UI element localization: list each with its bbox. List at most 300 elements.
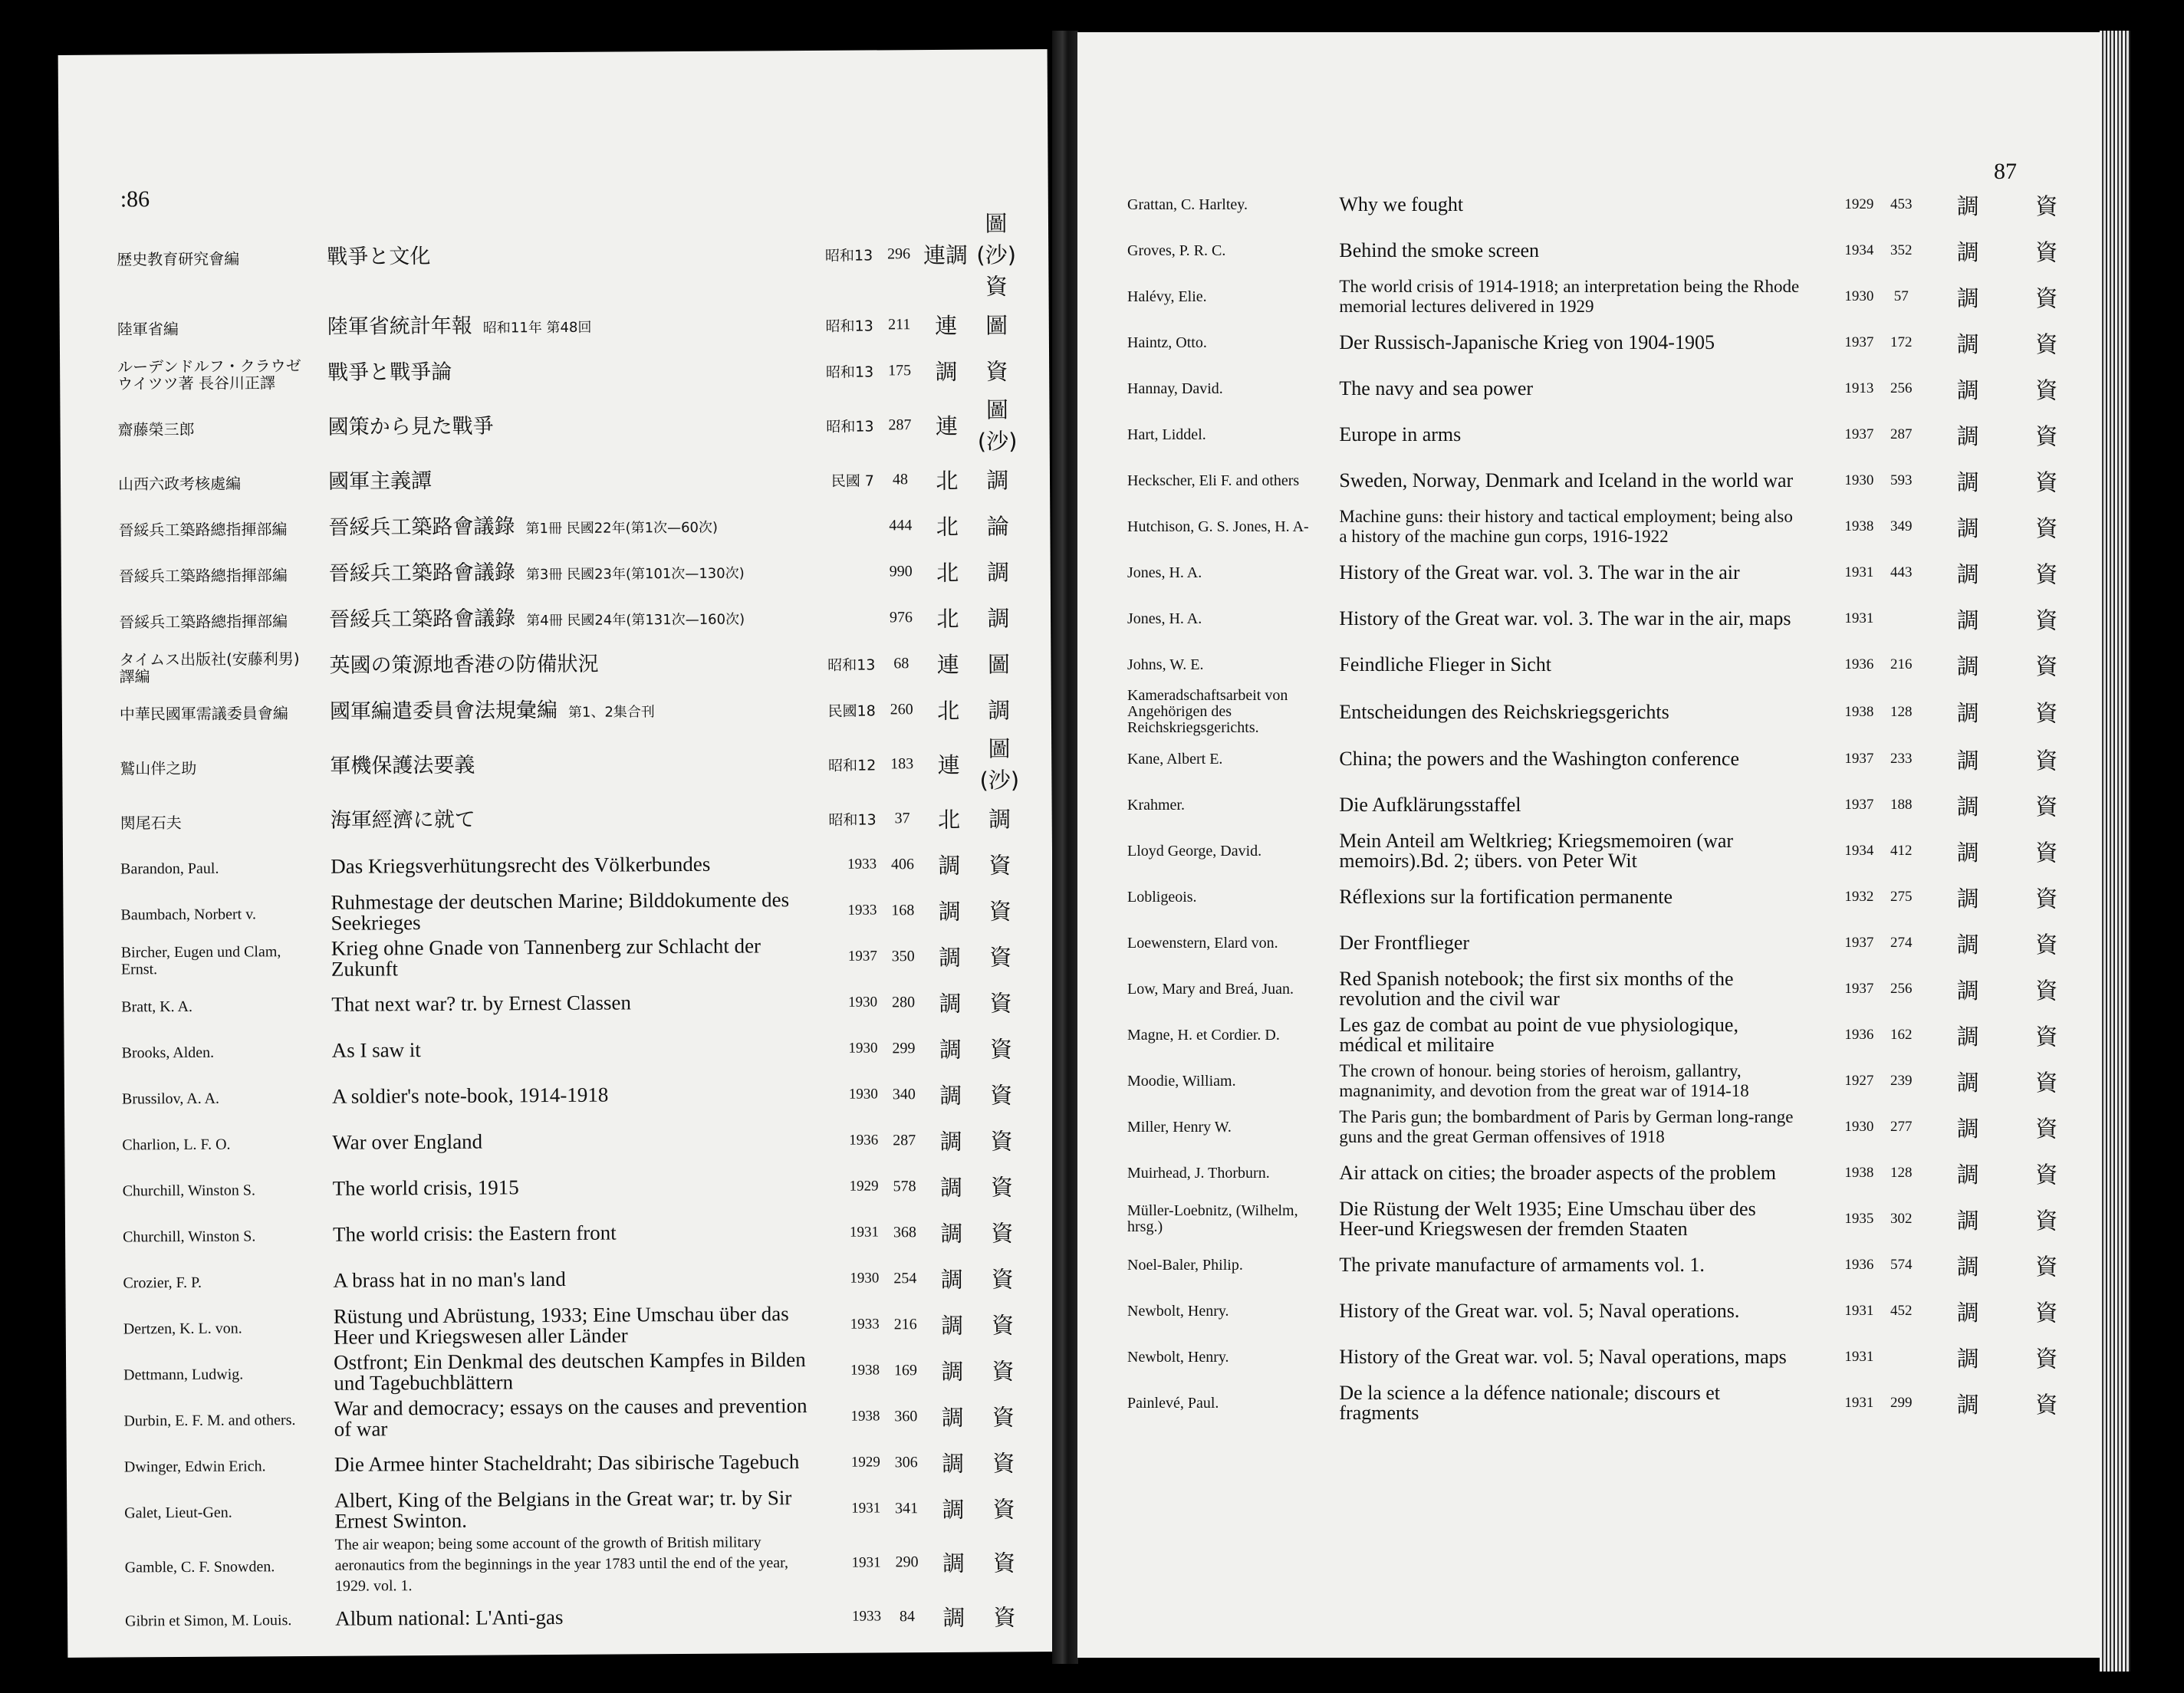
title-text: History of the Great war. vol. 3. The war in the air, maps — [1339, 607, 1791, 630]
author-cell: Johns, W. E. — [1127, 656, 1204, 673]
title-cell — [1331, 320, 1803, 366]
title-text: War and democracy; essays on the causes and prevention of war — [334, 1393, 807, 1441]
title-text: Why we fought — [1339, 193, 1464, 215]
category-code-cell: 資 — [2035, 653, 2058, 679]
title-text: The world crisis of 1914-1918; an interpretation being the Rhode memorial lectures delivered in 1929 — [1339, 277, 1800, 316]
title-cell — [1331, 1242, 1803, 1288]
title-cell — [1331, 504, 1803, 550]
author-cell: Grattan, C. Harltey. — [1127, 196, 1248, 213]
pages-cell: 990 — [889, 562, 913, 580]
year-cell: 1930 — [1844, 288, 1874, 304]
title-cell — [313, 503, 808, 552]
pages-cell: 172 — [1890, 334, 1913, 350]
category-code-cell: 調 — [988, 805, 1011, 833]
title-note: 第4冊 民國24年(第131次—160次) — [526, 611, 745, 630]
catalog-row — [122, 1070, 1027, 1122]
title-cell — [1331, 736, 1803, 782]
title-text: Mein Anteil am Weltkrieg; Kriegsmemoiren (war memoirs).Bd. 2; übers. von Peter Wit — [1339, 830, 1734, 872]
title-text: 戰爭と文化 — [327, 244, 431, 269]
library-code-cell: 調 — [935, 358, 958, 385]
category-code-cell: 資 — [989, 989, 1012, 1017]
pages-cell: 57 — [1893, 288, 1909, 304]
title-text: 國策から見た戰爭 — [327, 414, 494, 439]
year-cell: 1931 — [851, 1500, 881, 1517]
year-cell: 1937 — [1844, 751, 1874, 767]
title-cell — [1331, 366, 1803, 412]
catalog-row — [117, 206, 1022, 306]
author-cell: Groves, P. R. C. — [1127, 242, 1226, 259]
library-code-cell: 調 — [1956, 700, 1979, 726]
pages-cell: 360 — [894, 1407, 918, 1425]
catalog-row — [120, 794, 1025, 846]
category-code-cell: 資 — [2035, 238, 2058, 265]
library-code-cell: 北 — [937, 806, 961, 833]
catalog-row — [117, 301, 1022, 352]
title-text: Die Armee hinter Stacheldraht; Das sibirische Tagebuch — [334, 1450, 800, 1476]
author-cell: Lloyd George, David. — [1127, 842, 1262, 860]
title-cell — [1331, 596, 1803, 642]
year-cell: 1938 — [850, 1408, 880, 1425]
category-code-cell: 資 — [992, 1495, 1015, 1523]
title-text: The navy and sea power — [1339, 377, 1534, 399]
title-cell — [317, 1072, 812, 1121]
pages-cell: 350 — [891, 947, 915, 965]
catalog-row — [1127, 1104, 2086, 1150]
category-code-cell: 資 — [988, 897, 1012, 925]
category-code-cell: 資 — [990, 1127, 1013, 1155]
title-text: Der Frontflieger — [1339, 932, 1470, 954]
title-cell — [312, 394, 807, 460]
book-gutter — [1052, 31, 1078, 1664]
title-cell — [1331, 1334, 1803, 1380]
library-code-cell: 調 — [1956, 1253, 1979, 1280]
library-code-cell: 連 — [935, 312, 958, 339]
category-code-cell: 資 — [2035, 1023, 2058, 1050]
title-text: The private manufacture of armaments vol. 1. — [1339, 1254, 1705, 1276]
library-code-cell: 調 — [1956, 747, 1979, 774]
author-cell: Krahmer. — [1127, 796, 1185, 814]
author-cell: Charlion, L. F. O. — [122, 1136, 231, 1154]
title-cell — [316, 1026, 811, 1075]
title-cell — [1331, 688, 1803, 736]
title-cell — [314, 641, 809, 690]
title-cell — [1331, 412, 1803, 458]
author-cell: 晉綏兵工築路總指揮部編 — [118, 566, 288, 586]
pages-cell: 406 — [890, 855, 915, 873]
catalog-row — [120, 685, 1025, 737]
category-code-cell: 資 — [2035, 1391, 2058, 1418]
year-cell: 1931 — [1844, 1303, 1874, 1319]
pages-cell: 216 — [893, 1315, 917, 1333]
year-cell: 1929 — [1844, 196, 1874, 212]
pages-cell: 299 — [1890, 1395, 1913, 1411]
pages-cell: 84 — [899, 1607, 916, 1625]
library-code-cell: 調 — [939, 990, 962, 1017]
title-text: The world crisis, 1915 — [332, 1175, 519, 1200]
category-code-cell: 資 — [992, 1357, 1015, 1385]
title-text: Rüstung und Abrüstung, 1933; Eine Umschau über das Heer und Kriegswesen aller Länder — [333, 1301, 789, 1349]
year-cell: 1938 — [1844, 1165, 1874, 1181]
author-cell: Kameradschaftsarbeit von Angehörigen des Reichskriegsgerichts. — [1127, 688, 1288, 736]
catalog-row — [124, 1484, 1029, 1536]
catalog-row — [1127, 1334, 2086, 1380]
year-cell: 民國18 — [827, 702, 876, 720]
catalog-row — [123, 1346, 1028, 1398]
author-cell: Durbin, E. F. M. and others. — [123, 1412, 296, 1430]
category-code-cell: 資 — [991, 1219, 1014, 1247]
page-number-right: 87 — [1994, 159, 2017, 184]
title-text: Red Spanish notebook; the first six months of the revolution and the civil war — [1339, 968, 1734, 1010]
catalog-row — [120, 731, 1025, 800]
year-cell: 1938 — [1844, 703, 1874, 720]
category-code-cell: 資 — [2035, 1115, 2058, 1142]
year-cell: 民國 7 — [831, 472, 875, 490]
catalog-row — [1127, 366, 2086, 412]
year-cell: 1937 — [847, 948, 877, 965]
pages-cell: 412 — [1890, 843, 1913, 859]
catalog-row — [122, 1116, 1027, 1168]
author-cell: Muirhead, J. Thorburn. — [1127, 1164, 1270, 1182]
title-note: 第1冊 民國22年(第1次—60次) — [525, 519, 719, 537]
title-text: 海軍經濟に就て — [330, 807, 475, 833]
catalog-row — [119, 547, 1024, 599]
pages-cell: 256 — [1890, 981, 1913, 997]
library-code-cell: 調 — [940, 1220, 963, 1247]
title-text: War over England — [332, 1129, 483, 1154]
catalog-row — [122, 1162, 1027, 1214]
title-text: The Paris gun; the bombardment of Paris by German long-range guns and the great German offensives of 1918 — [1339, 1107, 1794, 1146]
year-cell: 1937 — [1844, 797, 1874, 813]
category-code-cell: 資 — [2035, 700, 2058, 726]
catalog-row — [1127, 1288, 2086, 1334]
title-text: Entscheidungen des Reichskriegsgerichts — [1339, 700, 1669, 723]
year-cell: 1931 — [1844, 1349, 1874, 1365]
author-cell: 鷲山伴之助 — [120, 758, 197, 778]
page-edge-right — [2100, 31, 2130, 1672]
title-cell — [320, 1532, 815, 1597]
catalog-row — [119, 639, 1024, 691]
author-cell: 歴史教育研究會編 — [117, 249, 240, 268]
catalog-row — [123, 1208, 1028, 1260]
library-code-cell: 調 — [1956, 192, 1979, 219]
title-text: The crown of honour. being stories of heroism, gallantry, magnanimity, and devotion from the great war of 1914-18 — [1339, 1061, 1749, 1100]
title-text: 國軍主義譚 — [328, 468, 433, 494]
library-code-cell: 北 — [936, 467, 959, 494]
pages-cell: 299 — [892, 1039, 916, 1057]
left-page — [58, 49, 1057, 1658]
library-code-cell: 調 — [1956, 238, 1979, 265]
library-code-cell: 調 — [1956, 885, 1979, 912]
category-code-cell: 論 — [986, 512, 1009, 540]
category-code-cell: 資 — [985, 357, 1008, 385]
title-note: 第1、2集合刊 — [567, 704, 655, 721]
year-cell: 1937 — [1844, 981, 1874, 997]
category-code-cell: 資 — [2035, 330, 2058, 357]
catalog-row — [1127, 688, 2086, 736]
title-cell — [1331, 1012, 1803, 1058]
author-cell: Baumbach, Norbert v. — [120, 906, 256, 924]
library-code-cell: 連 — [936, 651, 959, 678]
title-text: History of the Great war. vol. 3. The war in the air — [1339, 561, 1740, 584]
title-text: Air attack on cities; the broader aspects of the problem — [1339, 1162, 1777, 1184]
catalog-row — [1127, 182, 2086, 228]
author-cell: 齋藤榮三郎 — [117, 419, 195, 439]
title-cell — [1331, 1288, 1803, 1334]
catalog-row — [1127, 874, 2086, 920]
catalog-row — [1127, 736, 2086, 782]
title-text: The world crisis: the Eastern front — [333, 1221, 617, 1246]
title-cell — [1331, 1150, 1803, 1196]
year-cell: 1933 — [847, 856, 877, 873]
author-cell: Heckscher, Eli F. and others — [1127, 472, 1300, 489]
title-text: Der Russisch-Japanische Krieg von 1904-1905 — [1339, 331, 1715, 353]
pages-cell: 593 — [1890, 472, 1913, 488]
pages-cell: 254 — [893, 1269, 917, 1287]
category-code-cell: 資 — [2035, 284, 2058, 311]
pages-cell: 349 — [1890, 518, 1913, 534]
title-cell — [1331, 228, 1803, 274]
title-text: Réflexions sur la fortification permanente — [1339, 886, 1673, 908]
pages-cell: 277 — [1890, 1119, 1913, 1135]
library-code-cell: 調 — [1956, 422, 1979, 449]
year-cell: 1937 — [1844, 334, 1874, 350]
title-text: A soldier's note-book, 1914-1918 — [331, 1083, 609, 1108]
pages-cell: 296 — [887, 245, 911, 263]
pages-cell: 352 — [1890, 242, 1913, 258]
year-cell: 1931 — [851, 1553, 881, 1571]
catalog-row — [1127, 320, 2086, 366]
catalog-row — [1127, 1150, 2086, 1196]
author-cell: Lobligeois. — [1127, 888, 1197, 906]
author-cell: Hart, Liddel. — [1127, 426, 1206, 443]
category-code-cell: 資 — [2035, 931, 2058, 958]
year-cell: 1933 — [850, 1316, 880, 1333]
author-cell: Newbolt, Henry. — [1127, 1348, 1229, 1366]
author-cell: Bircher, Eugen und Clam, Ernst. — [120, 943, 281, 978]
title-text: Die Rüstung der Welt 1935; Eine Umschau über des Heer-und Kriegswesen der fremden Staaten — [1339, 1198, 1756, 1240]
left-catalog-table — [117, 206, 1030, 1644]
title-cell — [315, 842, 811, 891]
year-cell: 1929 — [849, 1178, 879, 1195]
category-code-cell: 圖 — [985, 311, 1008, 339]
category-code-cell: 圖 — [987, 650, 1011, 678]
library-code-cell: 調 — [939, 944, 962, 971]
year-cell: 昭和12 — [828, 756, 877, 774]
author-cell: Miller, Henry W. — [1127, 1118, 1232, 1136]
pages-cell: 274 — [1890, 935, 1913, 951]
library-code-cell: 調 — [1956, 1161, 1979, 1188]
author-cell: ルーデンドルフ・クラウゼウイツツ著 長谷川正譯 — [117, 357, 301, 393]
category-code-cell: 調 — [987, 558, 1010, 586]
pages-cell: 341 — [895, 1499, 919, 1517]
year-cell: 1930 — [848, 1086, 878, 1103]
catalog-row — [124, 1438, 1029, 1490]
category-code-cell: 資 — [2035, 1299, 2058, 1326]
catalog-row — [118, 501, 1023, 553]
library-code-cell: 北 — [936, 513, 959, 540]
title-cell — [316, 980, 811, 1029]
title-text: Europe in arms — [1339, 423, 1462, 445]
catalog-row — [117, 347, 1022, 398]
category-code-cell: 資 — [2035, 977, 2058, 1004]
title-text: History of the Great war. vol. 5; Naval operations. — [1339, 1300, 1740, 1322]
author-cell: Magne, H. et Cordier. D. — [1127, 1026, 1280, 1044]
pages-cell: 239 — [1890, 1073, 1913, 1089]
year-cell: 昭和13 — [824, 247, 873, 265]
catalog-row — [123, 1300, 1028, 1352]
library-code-cell: 調 — [942, 1550, 965, 1576]
library-code-cell: 調 — [1956, 1023, 1979, 1050]
year-cell: 1930 — [850, 1270, 880, 1287]
library-code-cell: 調 — [938, 852, 961, 879]
catalog-row — [1127, 1196, 2086, 1242]
year-cell — [808, 502, 880, 549]
author-cell: Low, Mary and Breá, Juan. — [1127, 980, 1294, 998]
title-text: 晉綏兵工築路會議錄 — [328, 514, 515, 540]
catalog-row — [117, 393, 1022, 461]
pages-cell: 128 — [1890, 1165, 1913, 1181]
catalog-row — [1127, 504, 2086, 550]
title-text: 英國の策源地香港の防備狀況 — [329, 652, 599, 678]
pages-cell: 340 — [892, 1085, 916, 1103]
pages-cell: 260 — [890, 700, 913, 718]
title-cell — [1331, 874, 1803, 920]
year-cell: 1930 — [1844, 472, 1874, 488]
library-code-cell: 調 — [939, 1128, 962, 1155]
category-code-cell: 資 — [2035, 1253, 2058, 1280]
title-cell — [319, 1486, 814, 1535]
category-code-cell: 資 — [991, 1265, 1014, 1293]
pages-cell: 452 — [1890, 1303, 1913, 1319]
year-cell: 昭和13 — [825, 363, 874, 381]
library-code-cell: 調 — [942, 1604, 965, 1631]
pages-cell: 302 — [1890, 1211, 1913, 1227]
title-cell — [1331, 1104, 1803, 1150]
catalog-row — [1127, 966, 2086, 1012]
title-cell — [318, 1394, 814, 1443]
title-cell — [1331, 274, 1803, 320]
year-cell: 1936 — [849, 1132, 879, 1149]
title-text: A brass hat in no man's land — [333, 1267, 566, 1292]
year-cell: 1931 — [1844, 564, 1874, 580]
title-text: Das Kriegsverhütungsrecht des Völkerbundes — [331, 852, 711, 878]
category-code-cell: 資 — [2035, 192, 2058, 219]
title-cell — [314, 595, 809, 644]
title-text: Ostfront; Ein Denkmal des deutschen Kampfes in Bilden und Tagebuchblättern — [334, 1347, 806, 1395]
title-text: Les gaz de combat au point de vue physiologique, médical et militaire — [1339, 1014, 1738, 1056]
library-code-cell: 北 — [936, 605, 959, 632]
author-cell: Hannay, David. — [1127, 380, 1223, 397]
title-note: 昭和11年 第48回 — [482, 319, 592, 337]
library-code-cell: 調 — [1956, 1115, 1979, 1142]
library-code-cell: 調 — [1956, 376, 1979, 403]
year-cell: 1931 — [1844, 1395, 1874, 1411]
pages-cell — [1873, 596, 1929, 642]
author-cell: Dettmann, Ludwig. — [123, 1366, 244, 1384]
pages-cell: 444 — [889, 516, 913, 534]
pages-cell: 68 — [893, 654, 909, 672]
catalog-row — [124, 1530, 1029, 1598]
year-cell: 昭和13 — [826, 417, 874, 436]
library-code-cell: 調 — [941, 1404, 964, 1431]
title-text: History of the Great war. vol. 5; Naval operations, maps — [1339, 1346, 1787, 1368]
pages-cell: 169 — [893, 1361, 918, 1379]
pages-cell: 162 — [1890, 1027, 1913, 1043]
year-cell: 1938 — [850, 1362, 880, 1379]
title-text: As I saw it — [331, 1038, 421, 1062]
title-note: 第3冊 民國23年(第101次—130次) — [525, 565, 745, 584]
catalog-row — [121, 932, 1026, 984]
author-cell: Barandon, Paul. — [120, 860, 219, 878]
title-text: 晉綏兵工築路會議錄 — [328, 560, 515, 586]
title-text: De la science a la défence nationale; discours et fragments — [1339, 1382, 1721, 1424]
author-cell: Gamble, C. F. Snowden. — [124, 1557, 275, 1576]
title-text: That next war? tr. by Ernest Classen — [331, 991, 632, 1016]
year-cell: 1936 — [1844, 656, 1874, 672]
catalog-row — [120, 840, 1025, 892]
year-cell: 昭和13 — [828, 810, 877, 829]
title-cell — [313, 457, 808, 506]
pages-cell: 48 — [892, 470, 908, 488]
category-code-cell: 資 — [992, 1403, 1015, 1431]
catalog-row — [123, 1254, 1028, 1306]
author-cell: Müller-Loebnitz, (Wilhelm, hrsg.) — [1127, 1202, 1298, 1235]
category-code-cell: 資 — [992, 1449, 1015, 1477]
title-text: Die Aufklärungsstaffel — [1339, 794, 1521, 816]
title-cell — [1331, 1380, 1803, 1426]
title-text: The air weapon; being some account of the growth of British military aeronautics from the beginnings in the year 1783 until the end of the year, 1929. vol. 1. — [334, 1534, 789, 1595]
catalog-row — [121, 1024, 1026, 1076]
title-cell — [317, 1118, 812, 1167]
title-text: Feindliche Flieger in Sicht — [1339, 653, 1551, 676]
library-code-cell: 調 — [1956, 560, 1979, 587]
category-code-cell: 調 — [988, 696, 1011, 724]
pages-cell: 453 — [1890, 196, 1913, 212]
catalog-row — [118, 455, 1023, 507]
title-cell — [311, 208, 807, 305]
category-code-cell: 資 — [2035, 560, 2058, 587]
category-code-cell: 資 — [993, 1603, 1016, 1631]
category-code-cell: 資 — [2035, 793, 2058, 820]
title-cell — [1331, 920, 1803, 966]
pages-cell: 290 — [895, 1553, 919, 1571]
title-cell — [1331, 782, 1803, 828]
library-code-cell: 調 — [1956, 653, 1979, 679]
year-cell: 1929 — [850, 1454, 880, 1471]
year-cell: 1937 — [1844, 426, 1874, 442]
pages-cell: 233 — [1890, 751, 1913, 767]
catalog-row — [1127, 228, 2086, 274]
catalog-row — [1127, 412, 2086, 458]
year-cell: 1927 — [1844, 1073, 1874, 1089]
pages-cell: 287 — [1890, 426, 1913, 442]
author-cell: 陸軍省編 — [117, 320, 179, 339]
year-cell — [808, 594, 880, 641]
library-code-cell: 調 — [941, 1358, 964, 1385]
year-cell: 1935 — [1844, 1211, 1874, 1227]
author-cell: Churchill, Winston S. — [122, 1182, 256, 1200]
author-cell: Loewenstern, Elard von. — [1127, 934, 1278, 952]
title-cell — [315, 796, 811, 845]
author-cell: Hutchison, G. S. Jones, H. A- — [1127, 518, 1309, 535]
author-cell: Dertzen, K. L. von. — [123, 1320, 242, 1338]
catalog-row — [1127, 458, 2086, 504]
year-cell: 1931 — [849, 1224, 880, 1241]
library-code-cell: 調 — [1956, 1299, 1979, 1326]
title-cell — [318, 1302, 814, 1351]
title-cell — [314, 733, 810, 799]
author-cell: 晉綏兵工築路總指揮部編 — [118, 520, 288, 540]
